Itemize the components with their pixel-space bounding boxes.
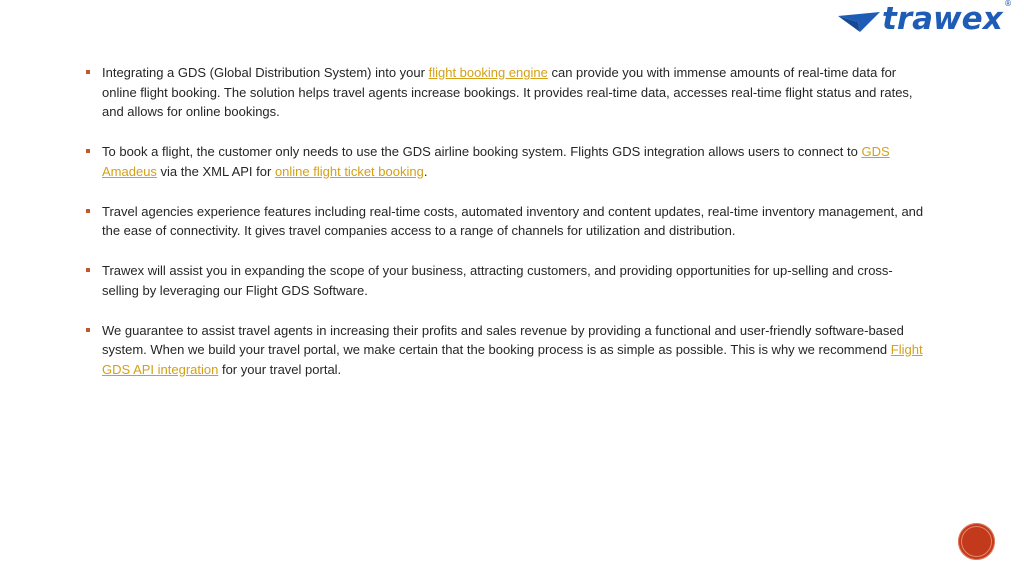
- gds-amadeus-link[interactable]: GDS Amadeus: [102, 144, 890, 179]
- bullet-list: [86, 63, 926, 379]
- bullet-text: We guarantee to assist travel agents in increasing their profits and sales revenue by providing a functional and user-friendly software-based system. When we build your travel portal, we make certain that the booking process is as simple as possible. This is why we recommend: [102, 322, 904, 357]
- bullet-item-book-flight: [86, 142, 926, 181]
- bullet-marker: [86, 70, 90, 74]
- online-flight-ticket-booking-link[interactable]: online flight ticket booking: [274, 163, 424, 179]
- decorative-circle: [958, 523, 995, 560]
- bullet-text: Trawex will assist you in expanding the scope of your business, attracting customers, and providing opportunities for up-selling and cross-selling by leveraging our Flight GDS Software.: [102, 263, 893, 298]
- bullet-text: Travel agencies experience features including real-time costs, automated inventory and content updates, real-time inventory management, and the ease of connectivity. It gives travel companies access to a range of channels for utilization and distribution.: [102, 203, 924, 238]
- bullet-marker: [86, 149, 90, 153]
- bullet-item-guarantee: [86, 321, 926, 380]
- bullet-item-gds-integration: [86, 63, 926, 122]
- plane-arrow-icon: [838, 8, 882, 34]
- decorative-circle-ring: [961, 526, 992, 557]
- trawex-logo: [838, 2, 1014, 42]
- bullet-marker: [86, 209, 90, 213]
- bullet-marker: [86, 328, 90, 332]
- bullet-item-travel-agencies: [86, 202, 926, 241]
- bullet-item-trawex-assist: [86, 261, 926, 300]
- flight-booking-engine-link[interactable]: flight booking engine: [428, 65, 548, 80]
- bullet-text: via the XML API for: [156, 163, 275, 179]
- bullet-text: To book a flight, the customer only needs to use the GDS airline booking system. Flights GDS integration allows users to connect to: [102, 144, 862, 159]
- bullet-text: for your travel portal.: [218, 361, 342, 377]
- bullet-text: can provide you with immense amounts of real-time data for online flight booking. The solution helps travel agents increase bookings. It provides real-time data, accesses real-time flight status and rates, and allows for online bookings.: [102, 65, 913, 119]
- logo-text: trawex: [882, 1, 1003, 37]
- bullet-text: Integrating a GDS (Global Distribution System) into your: [102, 65, 429, 80]
- bullet-text: .: [423, 163, 428, 179]
- registered-mark: ®: [1004, 0, 1012, 8]
- flight-gds-api-integration-link[interactable]: Flight GDS API integration: [102, 342, 923, 377]
- bullet-marker: [86, 268, 90, 272]
